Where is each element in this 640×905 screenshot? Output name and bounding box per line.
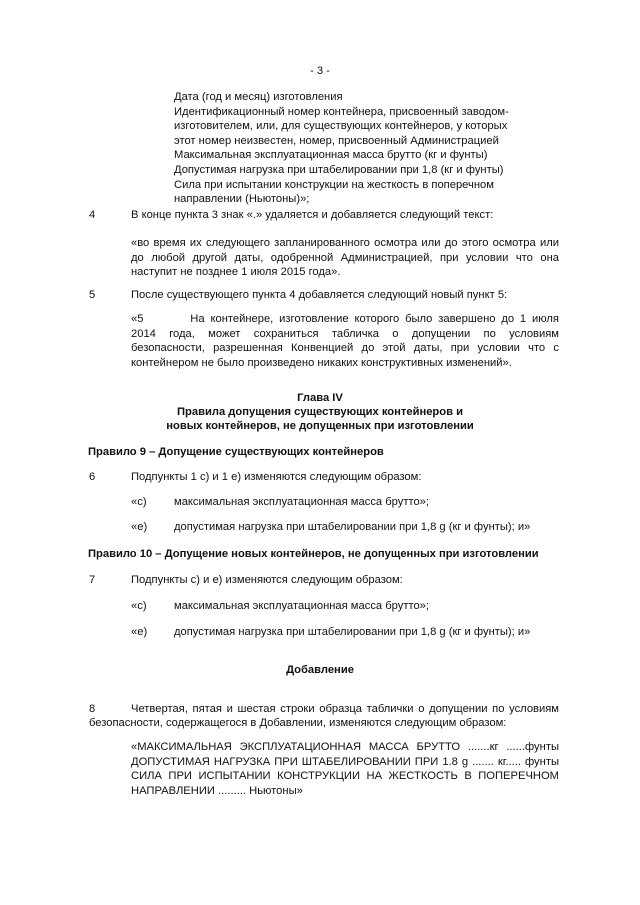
annex-quote [131, 740, 559, 798]
rule-9-intro: Подпункты 1 с) и 1 е) изменяются следующим образом: [131, 471, 422, 483]
annex-text-line: Четвертая, пятая и шестая строки образца таблички о допущении по условиям [131, 703, 559, 715]
plate-item: изготовителем, или, для существующих контейнеров, у которых [174, 120, 508, 133]
chapter-subtitle: новых контейнеров, не допущенных при изготовлении [166, 420, 474, 432]
paragraph-number: 8 [89, 703, 96, 715]
item4-intro: В конце пункта 3 знак «.» удаляется и добавляется следующий текст: [131, 209, 494, 221]
annex-text-line: безопасности, содержащегося в Добавлении, изменяются следующим образом: [89, 717, 507, 729]
quote-line: «5 На контейнере, изготовление которого было завершено до 1 июля [131, 313, 559, 325]
item4-quote [131, 236, 559, 280]
quote-line: безопасности, разрешенная Конвенцией до этой даты, при условии что с [131, 342, 559, 355]
plate-item: Идентификационный номер контейнера, присвоенный заводом- [174, 105, 509, 118]
subitem-text: максимальная эксплуатационная масса брутто»; [174, 496, 430, 508]
item5-intro: После существующего пункта 4 добавляется следующий новый пункт 5: [131, 289, 508, 301]
annex-text [131, 702, 559, 717]
plate-item: Дата (год и месяц) изготовления [174, 91, 343, 103]
chapter-subtitle: Правила допущения существующих контейнеров и [177, 406, 463, 418]
rule-9-heading: Правило 9 – Допущение существующих контейнеров [88, 446, 384, 458]
quote-line: до любой другой даты, одобренной Администрацией, при условии что она [131, 251, 559, 264]
rule-10-heading: Правило 10 – Допущение новых контейнеров, не допущенных при изготовлении [88, 548, 539, 560]
paragraph-number: 6 [89, 471, 96, 483]
plate-item: этот номер неизвестен, номер, присвоенный Администрацией [174, 134, 499, 147]
plate-item: Сила при испытании конструкции на жесткость в поперечном [174, 178, 494, 191]
quote-line: «во время их следующего запланированного осмотра или до этого осмотра или [131, 237, 559, 249]
subitem-text: допустимая нагрузка при штабелировании при 1,8 g (кг и фунты); и» [174, 626, 531, 638]
paragraph-number: 7 [89, 574, 96, 586]
paragraph-number: 4 [89, 209, 96, 221]
subitem-text: максимальная эксплуатационная масса брутто»; [174, 600, 430, 612]
chapter-title: Глава IV [297, 392, 343, 404]
quote-line: НАПРАВЛЕНИИ ......... Ньютоны» [131, 784, 303, 797]
subitem-text: допустимая нагрузка при штабелировании при 1,8 g (кг и фунты); и» [174, 521, 531, 533]
quote-line: контейнером не было произведено никаких конструктивных изменений». [131, 356, 512, 369]
plate-item: Максимальная эксплуатационная масса брутто (кг и фунты) [174, 149, 488, 162]
quote-line: ДОПУСТИМАЯ НАГРУЗКА ПРИ ШТАБЕЛИРОВАНИИ ПРИ 1.8 g ....... кг..... фунты [131, 755, 559, 768]
item5-quote [131, 312, 559, 370]
page-number: - 3 - [310, 65, 330, 77]
plate-item: Допустимая нагрузка при штабелировании при 1,8 (кг и фунты) [174, 163, 504, 176]
subitem-marker: «е) [131, 626, 148, 638]
rule-10-intro: Подпункты с) и е) изменяются следующим образом: [131, 574, 403, 586]
paragraph-number: 5 [89, 289, 96, 301]
subitem-marker: «е) [131, 521, 148, 533]
plate-item: направлении (Ньютоны)»; [174, 193, 310, 206]
subitem-marker: «с) [131, 600, 147, 612]
subitem-marker: «с) [131, 496, 147, 508]
annex-title: Добавление [286, 664, 354, 676]
plate-items-list [174, 90, 554, 207]
quote-line: 2014 года, может сохраниться табличка о допущении по условиям [131, 327, 559, 340]
quote-line: наступит не позднее 1 июля 2015 года». [131, 266, 341, 279]
quote-line: СИЛА ПРИ ИСПЫТАНИИ КОНСТРУКЦИИ НА ЖЕСТКОСТЬ В ПОПЕРЕЧНОМ [131, 770, 559, 783]
quote-line: «МАКСИМАЛЬНАЯ ЭКСПЛУАТАЦИОННАЯ МАССА БРУТТО .......кг ......фунты [131, 741, 559, 753]
